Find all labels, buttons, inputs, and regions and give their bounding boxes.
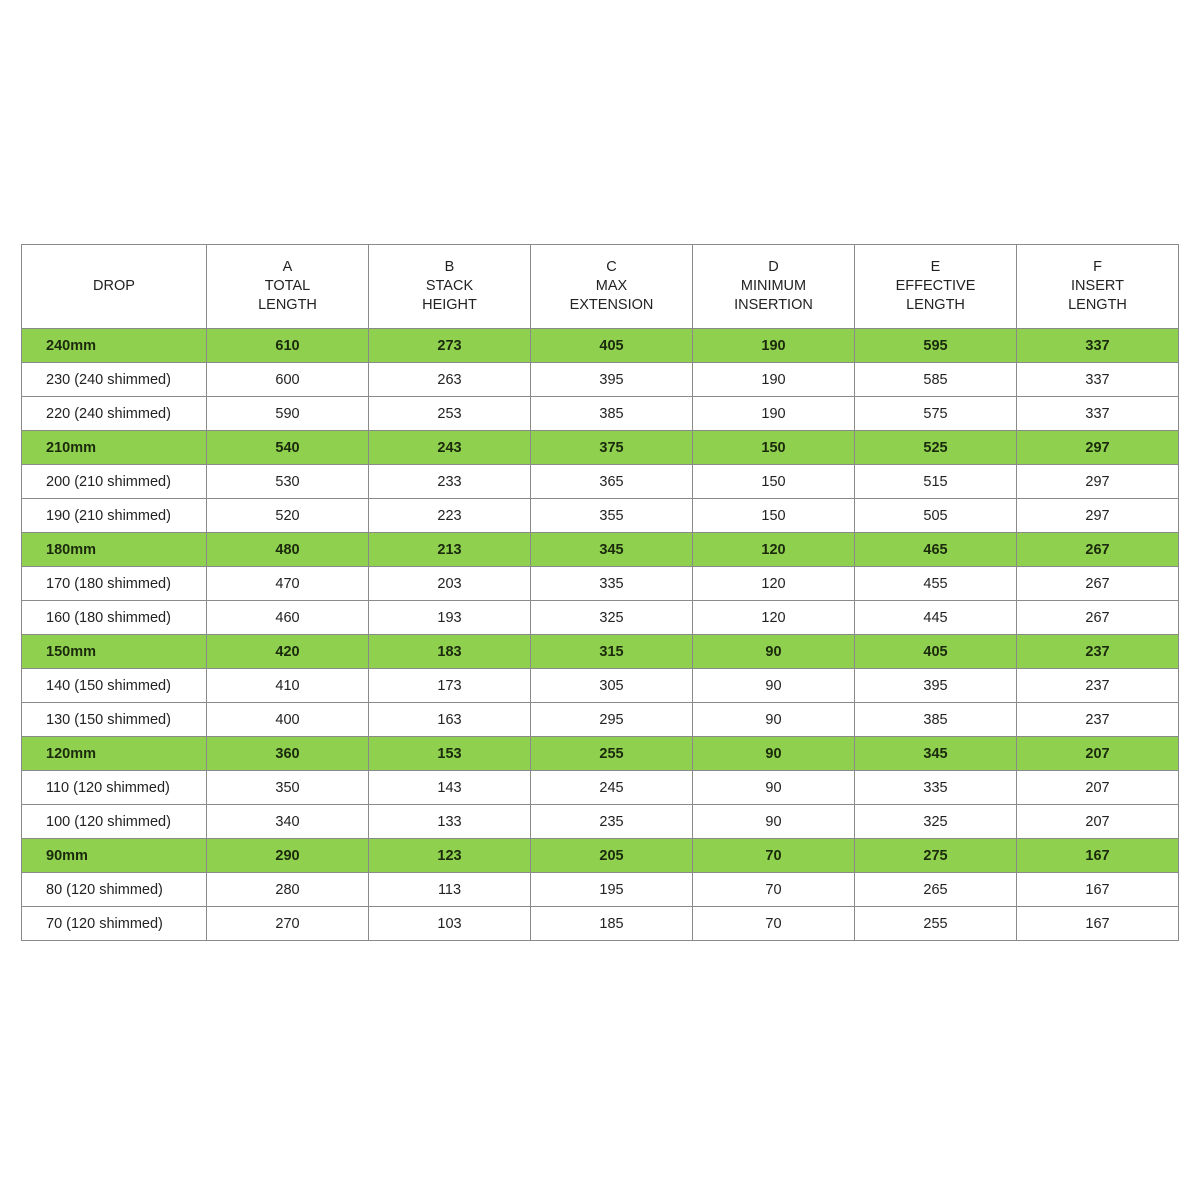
drop-cell: 240mm	[22, 329, 207, 363]
value-cell: 455	[855, 567, 1017, 601]
column-header-line2: INSERTION	[734, 297, 813, 313]
value-cell: 167	[1017, 907, 1179, 941]
value-cell: 193	[369, 601, 531, 635]
value-cell: 365	[531, 465, 693, 499]
column-header-drop	[22, 245, 207, 329]
value-cell: 395	[855, 669, 1017, 703]
column-header-line1: MAX	[595, 278, 628, 294]
column-header-line2: HEIGHT	[422, 297, 477, 313]
value-cell: 445	[855, 601, 1017, 635]
value-cell: 265	[855, 873, 1017, 907]
table-row	[22, 465, 1179, 499]
column-header-line1: INSERT	[1071, 278, 1124, 294]
value-cell: 267	[1017, 533, 1179, 567]
value-cell: 345	[531, 533, 693, 567]
value-cell: 120	[693, 601, 855, 635]
column-header-letter: F	[1093, 259, 1102, 275]
column-header-line1: STACK	[425, 278, 474, 294]
value-cell: 235	[531, 805, 693, 839]
value-cell: 103	[369, 907, 531, 941]
header-row	[22, 245, 1179, 329]
value-cell: 190	[693, 397, 855, 431]
table-row	[22, 907, 1179, 941]
table-row	[22, 397, 1179, 431]
value-cell: 255	[855, 907, 1017, 941]
value-cell: 337	[1017, 329, 1179, 363]
value-cell: 90	[693, 669, 855, 703]
dimension-table-container	[21, 244, 1179, 941]
table-row	[22, 805, 1179, 839]
table-row-highlighted	[22, 839, 1179, 873]
value-cell: 400	[207, 703, 369, 737]
value-cell: 505	[855, 499, 1017, 533]
value-cell: 190	[693, 329, 855, 363]
drop-cell: 230 (240 shimmed)	[22, 363, 207, 397]
value-cell: 267	[1017, 601, 1179, 635]
drop-cell: 160 (180 shimmed)	[22, 601, 207, 635]
value-cell: 90	[693, 737, 855, 771]
table-row-highlighted	[22, 737, 1179, 771]
value-cell: 337	[1017, 397, 1179, 431]
value-cell: 237	[1017, 635, 1179, 669]
drop-cell: 200 (210 shimmed)	[22, 465, 207, 499]
value-cell: 223	[369, 499, 531, 533]
value-cell: 335	[855, 771, 1017, 805]
table-row-highlighted	[22, 431, 1179, 465]
value-cell: 575	[855, 397, 1017, 431]
value-cell: 595	[855, 329, 1017, 363]
value-cell: 120	[693, 533, 855, 567]
value-cell: 385	[531, 397, 693, 431]
value-cell: 405	[855, 635, 1017, 669]
column-header-line2: LENGTH	[1068, 297, 1127, 313]
value-cell: 150	[693, 465, 855, 499]
column-header-d	[693, 245, 855, 329]
value-cell: 345	[855, 737, 1017, 771]
value-cell: 520	[207, 499, 369, 533]
value-cell: 150	[693, 431, 855, 465]
drop-cell: 90mm	[22, 839, 207, 873]
value-cell: 173	[369, 669, 531, 703]
value-cell: 360	[207, 737, 369, 771]
value-cell: 530	[207, 465, 369, 499]
value-cell: 233	[369, 465, 531, 499]
value-cell: 237	[1017, 669, 1179, 703]
value-cell: 290	[207, 839, 369, 873]
value-cell: 70	[693, 907, 855, 941]
value-cell: 385	[855, 703, 1017, 737]
drop-cell: 80 (120 shimmed)	[22, 873, 207, 907]
drop-cell: 220 (240 shimmed)	[22, 397, 207, 431]
table-row-highlighted	[22, 635, 1179, 669]
column-header-a	[207, 245, 369, 329]
value-cell: 263	[369, 363, 531, 397]
table-row-highlighted	[22, 533, 1179, 567]
value-cell: 610	[207, 329, 369, 363]
value-cell: 213	[369, 533, 531, 567]
drop-cell: 190 (210 shimmed)	[22, 499, 207, 533]
value-cell: 167	[1017, 839, 1179, 873]
column-header-line1: MINIMUM	[740, 278, 807, 294]
value-cell: 280	[207, 873, 369, 907]
column-header-line1: EFFECTIVE	[895, 278, 976, 294]
table-row-highlighted	[22, 329, 1179, 363]
value-cell: 395	[531, 363, 693, 397]
table-row	[22, 363, 1179, 397]
value-cell: 245	[531, 771, 693, 805]
value-cell: 203	[369, 567, 531, 601]
value-cell: 405	[531, 329, 693, 363]
column-header-line2: LENGTH	[906, 297, 965, 313]
dropper-post-dimension-table	[21, 244, 1179, 941]
value-cell: 275	[855, 839, 1017, 873]
column-header-letter: E	[930, 259, 941, 275]
drop-cell: 100 (120 shimmed)	[22, 805, 207, 839]
value-cell: 540	[207, 431, 369, 465]
column-header-letter: C	[606, 259, 617, 275]
value-cell: 315	[531, 635, 693, 669]
value-cell: 207	[1017, 771, 1179, 805]
value-cell: 207	[1017, 805, 1179, 839]
drop-cell: 110 (120 shimmed)	[22, 771, 207, 805]
value-cell: 297	[1017, 431, 1179, 465]
value-cell: 305	[531, 669, 693, 703]
column-header-f	[1017, 245, 1179, 329]
value-cell: 120	[693, 567, 855, 601]
value-cell: 325	[531, 601, 693, 635]
value-cell: 195	[531, 873, 693, 907]
table-row	[22, 703, 1179, 737]
value-cell: 585	[855, 363, 1017, 397]
drop-cell: 210mm	[22, 431, 207, 465]
column-header-line2: EXTENSION	[569, 297, 654, 313]
value-cell: 590	[207, 397, 369, 431]
drop-cell: 130 (150 shimmed)	[22, 703, 207, 737]
value-cell: 207	[1017, 737, 1179, 771]
value-cell: 270	[207, 907, 369, 941]
value-cell: 70	[693, 839, 855, 873]
value-cell: 183	[369, 635, 531, 669]
table-body	[22, 329, 1179, 941]
value-cell: 420	[207, 635, 369, 669]
value-cell: 123	[369, 839, 531, 873]
value-cell: 190	[693, 363, 855, 397]
value-cell: 185	[531, 907, 693, 941]
value-cell: 150	[693, 499, 855, 533]
column-header-line1: TOTAL	[264, 278, 311, 294]
column-header-letter: D	[768, 259, 779, 275]
value-cell: 90	[693, 703, 855, 737]
value-cell: 480	[207, 533, 369, 567]
table-row	[22, 601, 1179, 635]
column-header-letter: B	[444, 259, 455, 275]
value-cell: 243	[369, 431, 531, 465]
column-header-b	[369, 245, 531, 329]
value-cell: 297	[1017, 465, 1179, 499]
value-cell: 325	[855, 805, 1017, 839]
value-cell: 465	[855, 533, 1017, 567]
value-cell: 515	[855, 465, 1017, 499]
drop-cell: 170 (180 shimmed)	[22, 567, 207, 601]
value-cell: 113	[369, 873, 531, 907]
value-cell: 253	[369, 397, 531, 431]
column-header-letter: A	[282, 259, 293, 275]
value-cell: 70	[693, 873, 855, 907]
drop-cell: 70 (120 shimmed)	[22, 907, 207, 941]
drop-cell: 180mm	[22, 533, 207, 567]
value-cell: 90	[693, 805, 855, 839]
value-cell: 600	[207, 363, 369, 397]
value-cell: 255	[531, 737, 693, 771]
value-cell: 355	[531, 499, 693, 533]
drop-cell: 150mm	[22, 635, 207, 669]
value-cell: 205	[531, 839, 693, 873]
value-cell: 335	[531, 567, 693, 601]
table-row	[22, 771, 1179, 805]
value-cell: 375	[531, 431, 693, 465]
value-cell: 470	[207, 567, 369, 601]
value-cell: 133	[369, 805, 531, 839]
table-row	[22, 669, 1179, 703]
column-header-c	[531, 245, 693, 329]
value-cell: 295	[531, 703, 693, 737]
value-cell: 337	[1017, 363, 1179, 397]
value-cell: 90	[693, 771, 855, 805]
column-header-e	[855, 245, 1017, 329]
table-header	[22, 245, 1179, 329]
value-cell: 163	[369, 703, 531, 737]
value-cell: 267	[1017, 567, 1179, 601]
value-cell: 143	[369, 771, 531, 805]
value-cell: 350	[207, 771, 369, 805]
table-row	[22, 499, 1179, 533]
drop-cell: 140 (150 shimmed)	[22, 669, 207, 703]
value-cell: 153	[369, 737, 531, 771]
value-cell: 460	[207, 601, 369, 635]
value-cell: 237	[1017, 703, 1179, 737]
column-header-line2: LENGTH	[258, 297, 317, 313]
value-cell: 273	[369, 329, 531, 363]
value-cell: 167	[1017, 873, 1179, 907]
value-cell: 340	[207, 805, 369, 839]
value-cell: 90	[693, 635, 855, 669]
column-header-line1: DROP	[93, 278, 135, 294]
value-cell: 525	[855, 431, 1017, 465]
drop-cell: 120mm	[22, 737, 207, 771]
table-row	[22, 567, 1179, 601]
table-row	[22, 873, 1179, 907]
value-cell: 297	[1017, 499, 1179, 533]
value-cell: 410	[207, 669, 369, 703]
